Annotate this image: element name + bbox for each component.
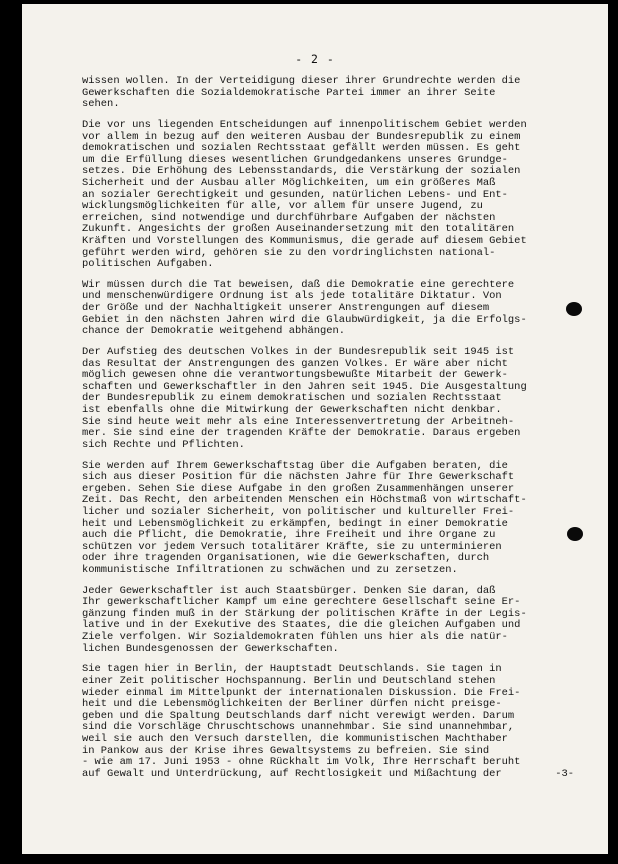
paragraph	[82, 280, 582, 338]
paragraph	[82, 76, 582, 111]
text-line: licher und sozialer Sicherheit, von politischer und kultureller Frei-	[82, 505, 515, 518]
text-line: mer. Sie sind eine der tragenden Kräfte der Demokratie. Daraus ergeben	[82, 427, 521, 440]
text-line: der Größe und der Nachhaltigkeit unserer Anstrengungen auf diesem	[82, 302, 490, 315]
text-line: demokratischen und sozialen Rechtsstaat gefällt werden müssen. Es geht	[82, 142, 521, 155]
text-line: Jeder Gewerkschaftler ist auch Staatsbürger. Denken Sie daran, daß	[82, 584, 496, 597]
text-line: sind die Vorschläge Chruschtschows unannehmbar. Sie sind unannehmbar,	[82, 721, 515, 734]
text-line: sehen.	[82, 98, 120, 111]
text-line: kommunistische Infiltrationen zu schwächen und zu zersetzen.	[82, 563, 458, 576]
text-line: vor allem in bezug auf den weiteren Ausbau der Bundesrepublik zu einem	[82, 130, 521, 143]
document-page	[22, 4, 608, 854]
punch-hole-mark	[567, 527, 583, 541]
text-line: Zukunft. Angesichts der großen Auseinandersetzung mit den totalitären	[82, 223, 515, 236]
paragraph	[82, 461, 582, 577]
text-line: um die Erfüllung dieses wesentlichen Grundgedankens unseres Grundge-	[82, 153, 508, 166]
text-line: ist ebenfalls ohne die Mitwirkung der Gewerkschaften nicht denkbar.	[82, 404, 502, 416]
text-line: sich Rechte und Pflichten.	[82, 438, 245, 451]
text-line: Ziele verfolgen. Wir Sozialdemokraten fühlen uns hier als die natür-	[82, 631, 508, 644]
text-line: ergeben. Sehen Sie diese Aufgabe in den großen Zusammenhängen unserer	[82, 482, 515, 495]
text-line: Zeit. Das Recht, den arbeitenden Menschen ein Höchstmaß von wirtschaft-	[82, 494, 527, 507]
text-line: Sie werden auf Ihrem Gewerkschaftstag über die Aufgaben beraten, die	[82, 459, 508, 472]
text-line: wicklungsmöglichkeiten für alle, vor allem für unsere Jugend, zu	[82, 200, 483, 213]
text-line: auf Gewalt und Unterdrückung, auf Rechtlosigkeit und Mißachtung der	[82, 767, 502, 780]
text-line: Der Aufstieg des deutschen Volkes in der Bundesrepublik seit 1945 ist	[82, 346, 515, 359]
text-line: das Resultat der Anstrengungen des ganzen Volkes. Er wäre aber nicht	[82, 357, 508, 370]
text-line: Gebiet in den nächsten Jahren wird die Glaubwürdigkeit, ja die Erfolgs-	[82, 313, 527, 326]
text-line: auch die Pflicht, die Demokratie, ihre Freiheit und ihre Organe zu	[82, 529, 496, 542]
text-line: erreichen, sind notwendige und durchführbare Aufgaben der nächsten	[82, 211, 496, 224]
text-line: möglich gewesen ohne die verantwortungsbewußte Mitarbeit der Gewerk-	[82, 369, 508, 382]
text-line: Ihr gewerkschaftlicher Kampf um eine gerechtere Gesellschaft seine Er-	[82, 596, 521, 609]
text-line: lative und in der Exekutive des Staates, die die gleichen Aufgaben und	[82, 619, 521, 632]
text-line: geführt werden wird, gehören sie zu den vordringlichsten national-	[82, 246, 496, 259]
text-line: Sie sind heute weit mehr als eine Interessenvertretung der Arbeitneh-	[82, 415, 515, 428]
text-line: einer Zeit politischer Hochspannung. Berlin und Deutschland stehen	[82, 675, 496, 688]
text-line: wissen wollen. In der Verteidigung dieser ihrer Grundrechte werden die	[82, 75, 521, 87]
text-line: -3-	[555, 767, 574, 780]
text-line: an sozialer Gerechtigkeit und gesunden, natürlichen Lebens- und Ent-	[82, 188, 508, 201]
text-line: geben und die Spaltung Deutschlands darf nicht verewigt werden. Darum	[82, 709, 515, 722]
text-line: Wir müssen durch die Tat beweisen, daß die Demokratie eine gerechtere	[82, 278, 515, 291]
text-line: lichen Bundesgenossen der Gewerkschaften.	[82, 642, 339, 655]
text-line: Die vor uns liegenden Entscheidungen auf innenpolitischem Gebiet werden	[82, 118, 527, 131]
text-line: oder ihre tragenden Organisationen, wie die Gewerkschaften, durch	[82, 552, 490, 565]
paragraph	[82, 347, 582, 451]
text-line: heit und die Lebensmöglichkeiten der Berliner dürfen nicht preisge-	[82, 698, 502, 711]
text-line: Kräften und Vorstellungen des Kommunismus, die gerade auf diesem Gebiet	[82, 234, 527, 247]
text-line: setzes. Die Erhöhung des Lebensstandards, die Verstärkung der sozialen	[82, 165, 521, 178]
text-line: gänzung finden muß in der Stärkung der politischen Kräfte in der Legis-	[82, 607, 527, 620]
text-line: schützen vor jedem Versuch totalitärer Kräfte, sie zu unterminieren	[82, 540, 502, 553]
document-body	[82, 76, 582, 789]
text-line: Sie tagen hier in Berlin, der Hauptstadt Deutschlands. Sie tagen in	[82, 663, 502, 676]
text-line: Gewerkschaften die Sozialdemokratische Partei immer an ihrer Seite	[82, 86, 496, 99]
paragraph	[82, 586, 582, 656]
text-line: der Bundesrepublik zu einem demokratischen und sozialen Rechtsstaat	[82, 392, 502, 405]
text-line: und menschenwürdigere Ordnung ist als jede totalitäre Diktatur. Von	[82, 290, 502, 303]
text-line: chance der Demokratie weitgehend abhängen.	[82, 325, 346, 338]
text-line: sich aus dieser Position für die nächsten Jahre für Ihre Gewerkschaft	[82, 471, 515, 484]
text-line: in Pankow aus der Krise ihres Gewaltsystems zu befreien. Sie sind	[82, 744, 490, 757]
paragraph	[82, 120, 582, 271]
text-line: politischen Aufgaben.	[82, 258, 214, 271]
text-line: wieder einmal im Mittelpunkt der internationalen Diskussion. Die Frei-	[82, 686, 521, 699]
text-line: schaften und Gewerkschaftler in den Jahren seit 1945. Die Ausgestaltung	[82, 380, 527, 393]
text-line: weil sie auch den Versuch darstellen, die kommunistischen Machthaber	[82, 733, 508, 745]
paragraph	[82, 664, 582, 780]
text-line: - wie am 17. Juni 1953 - ohne Rückhalt im Volk, Ihre Herrschaft beruht	[82, 756, 521, 769]
text-line: heit und Lebensmöglichkeit zu erkämpfen, bedingt in einer Demokratie	[82, 517, 508, 530]
punch-hole-mark	[566, 302, 582, 316]
text-line: Sicherheit und der Ausbau aller Möglichkeiten, um ein größeres Maß	[82, 176, 496, 189]
page-number: - 2 -	[295, 52, 335, 66]
